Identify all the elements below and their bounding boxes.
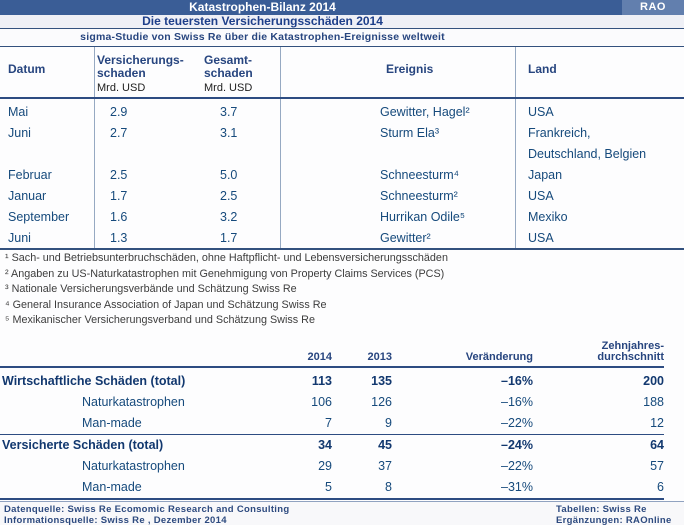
cell-versicherungsschaden: 2.9: [110, 105, 128, 119]
col-header-line: durchschnitt: [597, 351, 664, 363]
cell-versicherungsschaden: 1.7: [110, 189, 128, 203]
cell-ereignis: Hurrikan Odile⁵: [380, 210, 466, 224]
cell-change: –31%: [501, 480, 533, 494]
summary-row: [0, 477, 664, 500]
col-unit: Mrd. USD: [97, 82, 146, 94]
cell-2014: 29: [318, 459, 332, 473]
col-header-ereignis: Ereignis: [386, 62, 434, 76]
summary-row-total-insured: [0, 435, 664, 456]
col-header-land: Land: [528, 62, 557, 76]
cell-avg: 188: [643, 395, 664, 409]
events-table-body: [0, 102, 684, 249]
cell-gesamtschaden: 3.1: [220, 126, 238, 140]
cell-gesamtschaden: 5.0: [220, 168, 238, 182]
cell-2013: 9: [385, 416, 392, 430]
cell-gesamtschaden: 3.7: [220, 105, 238, 119]
summary-row: [0, 392, 664, 413]
footnote: ² Angaben zu US-Naturkatastrophen mit Genehmigung von Property Claims Services (PCS): [5, 267, 445, 280]
cell-2013: 45: [378, 438, 392, 452]
cell-ereignis: Gewitter²: [380, 231, 431, 245]
cell-land: USA: [528, 231, 554, 245]
cell-avg: 64: [650, 438, 664, 452]
cell-label: Wirtschaftliche Schäden (total): [2, 374, 186, 388]
table-row: [0, 102, 684, 123]
col-header-versicherungsschaden: [97, 54, 184, 95]
source-line: Ergänzungen: RAOnline: [556, 515, 672, 525]
cell-land-line: Deutschland, Belgien: [528, 147, 647, 161]
cell-land: Mexiko: [528, 210, 568, 224]
table-row: [0, 207, 684, 228]
cell-datum: Januar: [8, 189, 47, 203]
col-header-line: Zehnjahres-: [601, 340, 664, 352]
cell-versicherungsschaden: 1.3: [110, 231, 128, 245]
cell-datum: Mai: [8, 105, 29, 119]
cell-ereignis: Gewitter, Hagel²: [380, 105, 470, 119]
summary-table-body: [0, 368, 664, 500]
cell-change: –22%: [501, 459, 533, 473]
cell-datum: Juni: [8, 126, 31, 140]
cell-datum: Juni: [8, 231, 31, 245]
cell-2014: 34: [318, 438, 332, 452]
cell-land: [528, 123, 646, 165]
summary-row: [0, 413, 664, 435]
col-unit: Mrd. USD: [204, 82, 253, 94]
source-left: [4, 504, 289, 525]
footnotes: [5, 251, 448, 329]
source-footer: [0, 501, 684, 525]
cell-datum: Februar: [8, 168, 52, 182]
cell-avg: 57: [650, 459, 664, 473]
cell-avg: 12: [650, 416, 664, 430]
table-row: [0, 228, 684, 249]
col-header-line: schaden: [204, 66, 253, 80]
table-row: [0, 186, 684, 207]
col-header-2014: 2014: [307, 351, 332, 363]
cell-change: –16%: [501, 374, 533, 388]
cell-ereignis: Sturm Ela³: [380, 126, 440, 140]
cell-2013: 8: [385, 480, 392, 494]
summary-row: [0, 456, 664, 477]
cell-label: Man-made: [82, 416, 142, 430]
cell-land: Japan: [528, 168, 563, 182]
cell-2014: 106: [311, 395, 332, 409]
title-bar: [0, 0, 684, 15]
cell-ereignis: Schneesturm²: [380, 189, 458, 203]
col-header-zehnjahresdurchschnitt: [533, 341, 664, 366]
footnote: ⁵ Mexikanischer Versicherungsverband und Schätzung Swiss Re: [5, 314, 315, 327]
col-header-datum: Datum: [8, 62, 46, 76]
cell-2013: 135: [371, 374, 392, 388]
col-header-line: Gesamt-: [204, 53, 253, 67]
cell-change: –22%: [501, 416, 533, 430]
cell-2013: 126: [371, 395, 392, 409]
footnote: ¹ Sach- und Betriebsunterbruchschäden, ohne Haftpflicht- und Lebensversicherungsschäden: [5, 252, 448, 264]
cell-versicherungsschaden: 1.6: [110, 210, 128, 224]
cell-gesamtschaden: 3.2: [220, 210, 238, 224]
cell-2014: 113: [311, 374, 332, 388]
cell-gesamtschaden: 1.7: [220, 231, 238, 245]
tagline-row: [0, 29, 684, 45]
rao-logo[interactable]: RAO: [622, 0, 684, 15]
summary-table-header: [0, 333, 664, 368]
cell-2013: 37: [378, 459, 392, 473]
table-row: [0, 165, 684, 186]
col-header-2013: 2013: [367, 351, 392, 363]
table-row: [0, 123, 684, 165]
cell-label: Versicherte Schäden (total): [2, 438, 164, 452]
cell-label: Naturkatastrophen: [82, 395, 185, 409]
subtitle-row: [0, 15, 684, 29]
cell-versicherungsschaden: 2.5: [110, 168, 128, 182]
cell-change: –24%: [501, 438, 533, 452]
cell-ereignis: Schneesturm⁴: [380, 168, 460, 182]
events-table: [0, 46, 684, 250]
page-subtitle: Die teuersten Versicherungsschäden 2014: [142, 14, 383, 28]
col-header-empty: [0, 363, 240, 366]
cell-label: Man-made: [82, 480, 142, 494]
source-right: [556, 504, 672, 525]
cell-land: USA: [528, 105, 554, 119]
page-title: Katastrophen-Bilanz 2014: [189, 0, 336, 14]
col-header-line: schaden: [97, 66, 146, 80]
source-line: Tabellen: Swiss Re: [556, 504, 647, 515]
footnote: ⁴ General Insurance Association of Japan und Schätzung Swiss Re: [5, 298, 327, 311]
footnote: ³ Nationale Versicherungsverbände und Schätzung Swiss Re: [5, 283, 297, 296]
cell-versicherungsschaden: 2.7: [110, 126, 128, 140]
summary-row-total-economic: [0, 371, 664, 392]
col-header-veraenderung: Veränderung: [465, 351, 533, 363]
cell-datum: September: [8, 210, 70, 224]
page-tagline: sigma-Studie von Swiss Re über die Katastrophen-Ereignisse weltweit: [80, 31, 445, 43]
cell-2014: 7: [325, 416, 332, 430]
cell-2014: 5: [325, 480, 332, 494]
cell-change: –16%: [501, 395, 533, 409]
cell-land-line: Frankreich,: [528, 126, 591, 140]
cell-avg: 200: [643, 374, 664, 388]
cell-gesamtschaden: 2.5: [220, 189, 238, 203]
source-line: Informationsquelle: Swiss Re , Dezember 2014: [4, 515, 227, 525]
col-header-gesamtschaden: [204, 54, 253, 95]
cell-label: Naturkatastrophen: [82, 459, 185, 473]
cell-land: USA: [528, 189, 554, 203]
col-header-line: Versicherungs-: [97, 53, 184, 67]
cell-avg: 6: [657, 480, 664, 494]
summary-table: [0, 333, 664, 500]
source-line: Datenquelle: Swiss Re Ecomomic Research and Consulting: [4, 504, 290, 515]
events-table-header: [0, 47, 684, 99]
